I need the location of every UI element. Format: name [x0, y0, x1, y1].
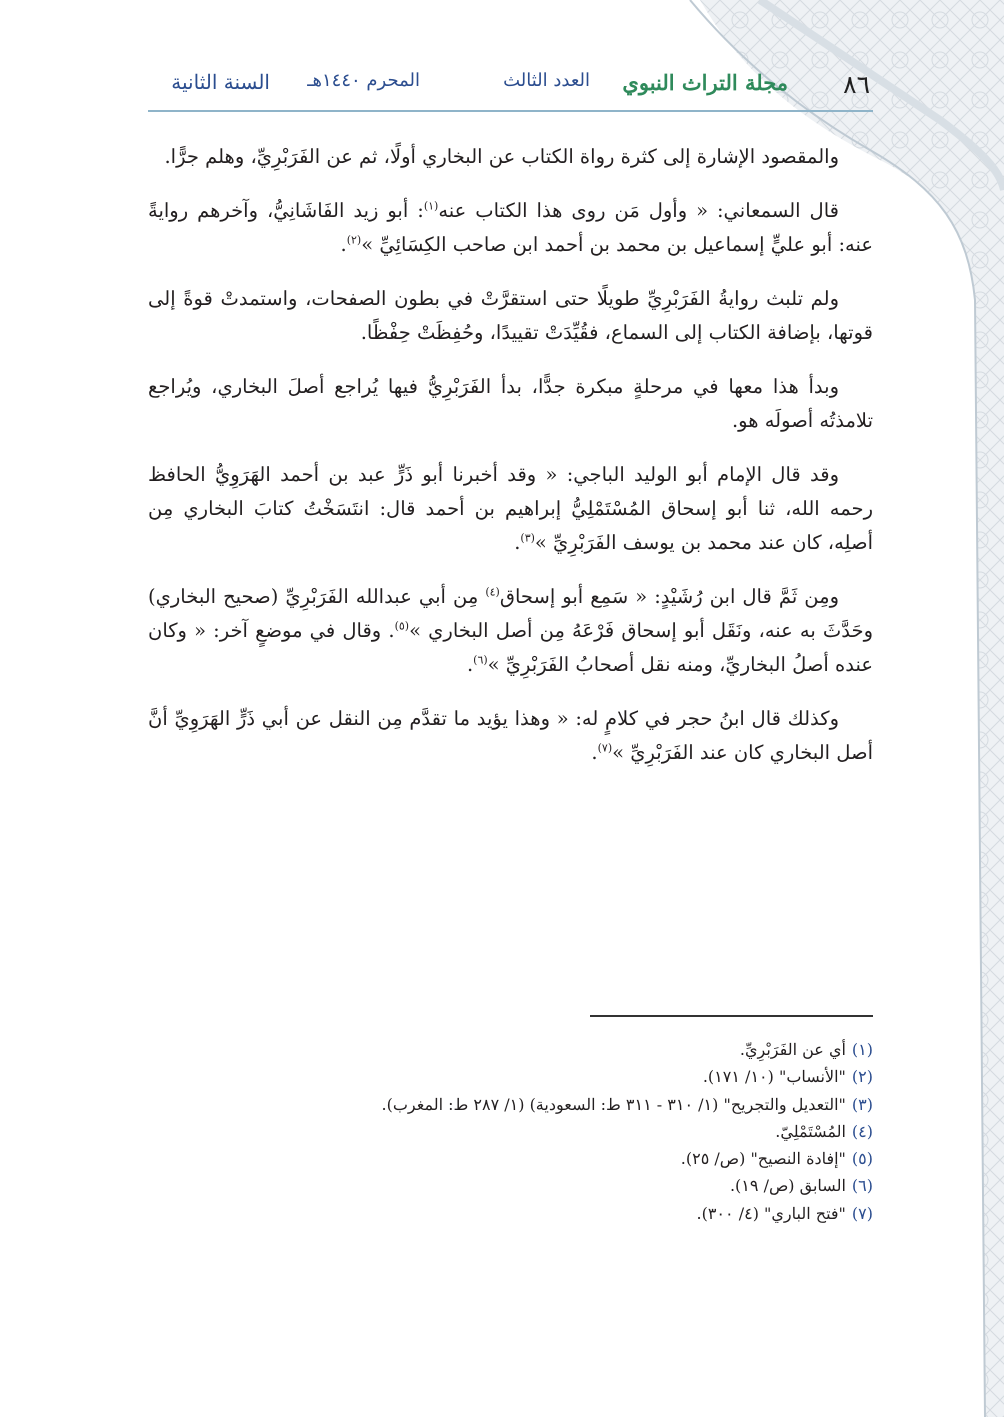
footnote-ref: (٤) [485, 585, 500, 599]
footnotes [133, 1036, 873, 1227]
paragraph-text: . وقال في موضعٍ آخر: « وكان عنده أصلُ البخاريِّ، ومنه نقل أصحابُ الفَرَبْرِيِّ » [148, 619, 873, 676]
paragraph-text: وبدأ هذا معها في مرحلةٍ مبكرة جدًّا، بدأ الفَرَبْرِيُّ فيها يُراجع أصلَ البخاري، ويُراجع تلامذتُه أصولَه هو. [148, 375, 873, 432]
paragraph-text: . [514, 531, 521, 554]
paragraph-text: . [591, 741, 598, 764]
paragraph [148, 580, 873, 682]
footnote-text: المُسْتَمْلِيّ. [775, 1121, 846, 1141]
year-label: السنة الثانية [171, 70, 270, 94]
footnote-number: (٤) [851, 1121, 873, 1141]
footnote [133, 1036, 873, 1063]
footnote-ref: (٧) [597, 741, 613, 755]
paragraph-text: : أبو زيد الفَاشَانِيُّ، وآخرهم روايةً عنه: أبو عليٍّ إسماعيل بن محمد بن أحمد ابن صاحب الكِسَائِيِّ » [148, 199, 873, 256]
main-text [148, 140, 873, 790]
paragraph-text: مِن أبي عبدالله الفَرَبْرِيِّ (صحيح البخاري) وحَدَّثَ به عنه، ونَقَل أبو إسحاق فَرْعَهُ مِن أصل البخاري » [148, 585, 873, 642]
paragraph-text: ومِن ثَمَّ قال ابن رُشَيْدٍ: « سَمِع أبو إسحاق [499, 585, 839, 608]
paragraph-text: . [466, 653, 474, 676]
page-header [150, 70, 870, 110]
footnote [133, 1091, 873, 1118]
footnote-ref: (٢) [346, 233, 362, 247]
footnote [133, 1200, 873, 1227]
footnote-text: السابق (ص/ ١٩). [729, 1176, 846, 1196]
paragraph [148, 370, 873, 438]
paragraph-text: . [340, 233, 347, 256]
footnote-text: أي عن الفَرَبْرِيِّ. [739, 1040, 846, 1059]
journal-title: مجلة التراث النبوي [622, 70, 788, 95]
paragraph [148, 194, 873, 262]
issue-date: المحرم ١٤٤٠هـ [307, 70, 420, 91]
footnote-divider [590, 1015, 873, 1017]
footnote-ref: (٣) [520, 531, 535, 545]
header-divider [148, 110, 873, 112]
paragraph-text: وقد قال الإمام أبو الوليد الباجي: « وقد أخبرنا أبو ذَرٍّ عبد بن أحمد الهَرَوِيُّ الحافظ رحمه الله، ثنا أبو إسحاق المُسْتَمْلِيُّ إبراهيم بن أحمد قال: انتَسَخْتُ كتابَ البخاري مِن أصلِه، كان عند محمد بن يوسف الفَرَبْرِيِّ » [148, 463, 873, 554]
paragraph [148, 140, 873, 174]
issue-label: العدد الثالث [503, 70, 590, 91]
paragraph [148, 282, 873, 350]
page-number: ٨٦ [843, 70, 870, 99]
footnote-text: "إفادة النصيح" (ص/ ٢٥). [680, 1149, 846, 1169]
paragraph-text: ولم تلبث روايةُ الفَرَبْرِيِّ طويلًا حتى استقرَّتْ في بطون الصفحات، واستمدتْ قوةً إلى قوتها، بإضافة الكتاب إلى السماع، فقُيِّدَتْ تقييدًا، وحُفِظَتْ حِفْظًا. [148, 287, 873, 344]
footnote [133, 1145, 873, 1172]
footnote-number: (٧) [851, 1203, 873, 1223]
footnote-number: (٦) [851, 1176, 873, 1196]
footnote-ref: (٥) [394, 619, 410, 633]
footnote-number: (٢) [851, 1067, 873, 1087]
paragraph [148, 458, 873, 560]
footnote [133, 1118, 873, 1145]
paragraph-text: والمقصود الإشارة إلى كثرة رواة الكتاب عن البخاري أولًا، ثم عن الفَرَبْرِيِّ، وهلم جرًّا. [164, 145, 839, 168]
paragraph-text: قال السمعاني: « وأول مَن روى هذا الكتاب عنه [438, 199, 839, 222]
footnote-ref: (١) [423, 199, 439, 213]
footnote-number: (٥) [851, 1149, 873, 1169]
footnote-text: "الأنساب" (١٠/ ١٧١). [702, 1067, 846, 1087]
footnote [133, 1172, 873, 1199]
footnote-ref: (٦) [473, 653, 488, 667]
footnote-text: "فتح الباري" (٤/ ٣٠٠). [696, 1203, 846, 1223]
paragraph-text: وكذلك قال ابنُ حجر في كلامٍ له: « وهذا يؤيد ما تقدَّم مِن النقل عن أبي ذَرٍّ الهَرَوِيِّ أنَّ أصل البخاري كان عند الفَرَبْرِيِّ » [148, 707, 873, 764]
footnote [133, 1063, 873, 1090]
footnote-text: "التعديل والتجريح" (١/ ٣١٠ - ٣١١ ط: السعودية) (١/ ٢٨٧ ط: المغرب). [381, 1094, 846, 1114]
footnote-number: (٣) [851, 1094, 873, 1114]
paragraph [148, 702, 873, 770]
footnote-number: (١) [851, 1040, 873, 1059]
